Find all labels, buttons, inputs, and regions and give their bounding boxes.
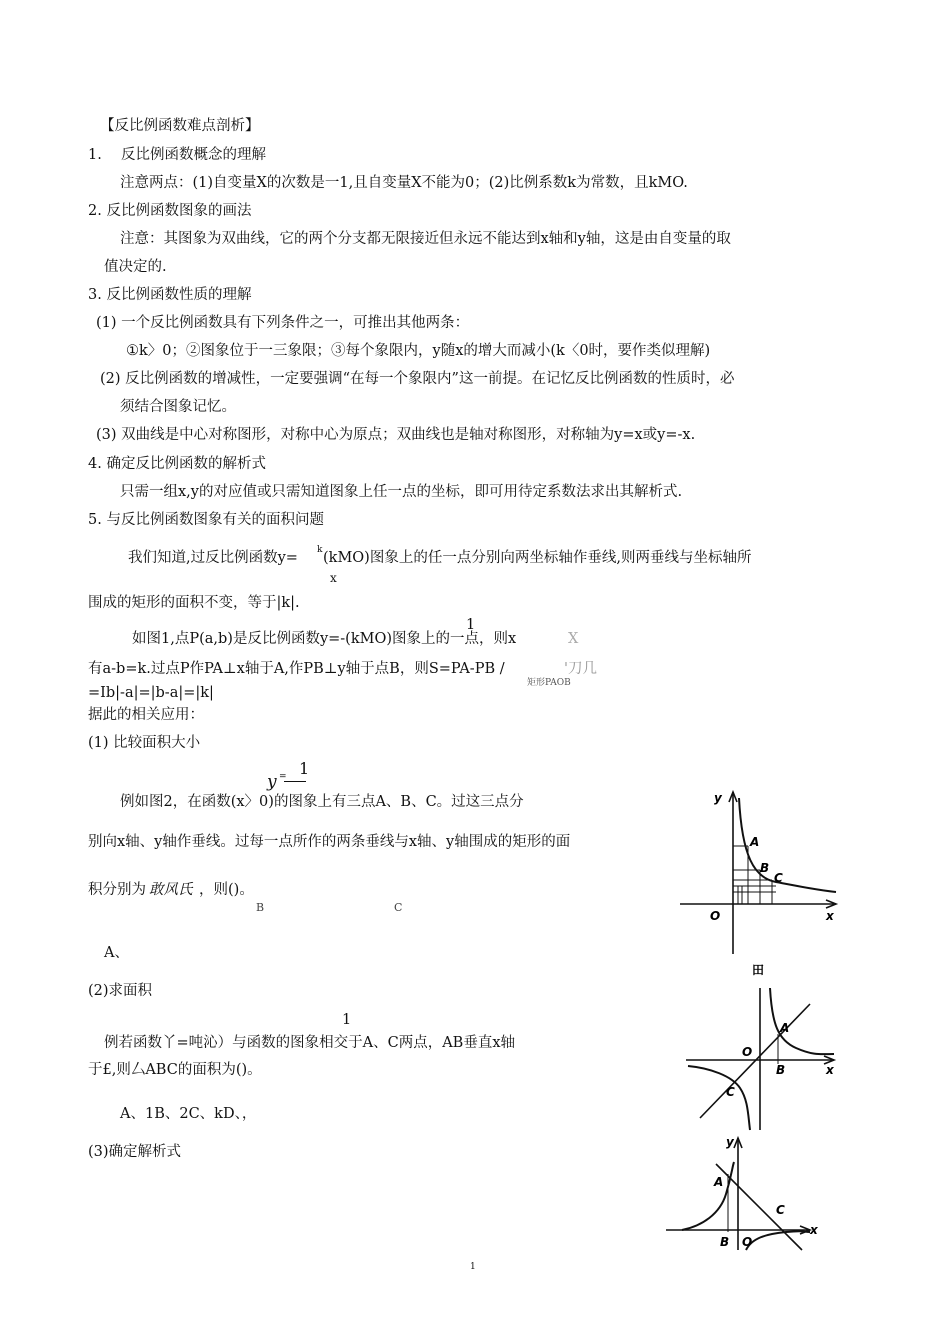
fig1-point-b: B (760, 861, 770, 875)
section-5-line-4: 有a-b=k.过点P作PA⊥x轴于A,作PB⊥y轴于点B，则S=PA-PB / (88, 661, 505, 677)
page-number: 1 (470, 1262, 476, 1272)
app-1-frac-bar (284, 781, 306, 782)
section-4-body: 只需一组x,y的对应值或只需知道图象上任一点的坐标，即可用待定系数法求出其解析式. (120, 484, 683, 500)
app-1-sub-c: C (394, 901, 403, 914)
fig3-point-b: B (720, 1235, 730, 1249)
app-1-line-1: 例如图2，在函数(x〉0)的图象上有三点A、B、C。过这三点分 (120, 794, 524, 810)
section-5-fraction-one: 1 (466, 617, 476, 633)
app-2-line-2: 于£,则厶ABC的面积为()。 (88, 1062, 262, 1078)
fig2-x-label: x (826, 1063, 834, 1077)
fig3-point-c: C (776, 1203, 785, 1217)
fig2-point-a: A (780, 1021, 790, 1035)
app-3-heading: (3)确定解析式 (88, 1144, 182, 1160)
fig2-origin: O (742, 1045, 753, 1059)
fig3-origin: O (742, 1235, 753, 1249)
section-5-faded-x: X (568, 631, 579, 647)
section-2-body-2: 值决定的. (104, 259, 167, 275)
app-1-line-3b: 敢风氏 (149, 882, 193, 898)
section-3-point-2: (2) 反比例函数的增减性，一定要强调“在每一个象限内”这一前提。在记忆反比例函数的性质时，必 (100, 371, 735, 387)
section-5-rect-subscript: 矩形PAOB (527, 678, 571, 688)
figure-1 (676, 786, 846, 976)
figure-2 (682, 984, 842, 1132)
app-1-heading: (1) 比较面积大小 (88, 735, 201, 751)
fig1-point-c: C (774, 871, 783, 885)
app-1-line-3c: ，则()。 (199, 882, 254, 898)
app-1-frac-y: y (267, 772, 277, 792)
section-3-point-3: (3) 双曲线是中心对称图形，对称中心为原点；双曲线也是轴对称图形，对称轴为y=x或y=-x. (96, 427, 696, 443)
app-1-sub-b: B (256, 901, 265, 914)
fig1-origin-label: O (710, 909, 721, 923)
section-3-point-2-cont: 须结合图象记忆。 (120, 399, 236, 415)
section-3-heading: 3. 反比例函数性质的理解 (88, 287, 252, 303)
fig2-point-b: B (776, 1063, 786, 1077)
app-2-fraction-one: 1 (342, 1012, 352, 1028)
fig1-rectangles (733, 846, 776, 904)
fig2-point-c: C (726, 1085, 735, 1099)
section-5-heading: 5. 与反比例函数图象有关的面积问题 (88, 512, 324, 528)
fig3-y-label: y (726, 1135, 734, 1149)
app-1-line-2: 别向x轴、y轴作垂线。过每一点所作的两条垂线与x轴、y轴围成的矩形的面 (88, 834, 571, 850)
fig1-point-a: A (750, 835, 760, 849)
section-4-heading: 4. 确定反比例函数的解析式 (88, 456, 266, 472)
app-2-options: A、1B、2C、kD、， (120, 1106, 257, 1122)
page-title: 【反比例函数难点剖析】 (100, 118, 260, 134)
app-2-line-1: 例若函数丫=吨沁）与函数的图象相交于A、C两点，AB垂直x轴 (104, 1035, 516, 1051)
section-3-point-1: (1) 一个反比例函数具有下列条件之一，可推出其他两条： (96, 315, 470, 331)
app-1-option-a: A、 (104, 945, 129, 961)
section-5-k-superscript: k (317, 545, 323, 555)
section-5-faded-glyphs: '刀几 (564, 661, 597, 677)
section-1-heading: 1. 反比例函数概念的理解 (88, 147, 266, 163)
section-2-heading: 2. 反比例函数图象的画法 (88, 203, 252, 219)
section-5-line-3: 如图1,点P(a,b)是反比例函数y=-(kMO)图象上的一点，则x (132, 631, 517, 647)
section-3-point-1-detail: ①k〉0；②图象位于一三象限；③每个象限内，y随x的增大而减小(k〈0时，要作类似理解) (126, 343, 711, 359)
fig3-point-a: A (714, 1175, 724, 1189)
section-5-line-5: =Ib|-a|=|b-a|=|k| (88, 685, 214, 701)
section-5-x-denominator: x (330, 571, 337, 585)
fig2-line (700, 1004, 810, 1118)
app-1-frac-num: 1 (299, 759, 310, 778)
fig3-hyperbola-q2 (682, 1162, 734, 1230)
fig3-x-label: x (810, 1223, 818, 1237)
figure-3 (662, 1134, 832, 1254)
app-1-frac-eq: = (279, 772, 287, 782)
section-1-body: 注意两点：(1)自变量X的次数是一1,且自变量X不能为0；(2)比例系数k为常数，且kMO. (120, 175, 688, 191)
app-1-line-3a: 积分别为 (88, 882, 146, 898)
fig1-y-label: y (714, 791, 722, 805)
app-2-heading: (2)求面积 (88, 983, 153, 999)
section-5-line-2: 围成的矩形的面积不变，等于|k|. (88, 595, 300, 611)
section-5-line-1b: (kMO)图象上的任一点分别向两坐标轴作垂线,则两垂线与坐标轴所 (323, 550, 752, 566)
section-2-body-1: 注意：其图象为双曲线，它的两个分支都无限接近但永远不能达到x轴和y轴，这是由自变量的取 (120, 231, 731, 247)
section-5-line-6: 据此的相关应用： (88, 707, 204, 723)
fig1-x-label: x (826, 909, 834, 923)
fig1-caption: 田 (752, 963, 765, 976)
section-5-line-1a: 我们知道,过反比例函数y= (128, 550, 298, 566)
